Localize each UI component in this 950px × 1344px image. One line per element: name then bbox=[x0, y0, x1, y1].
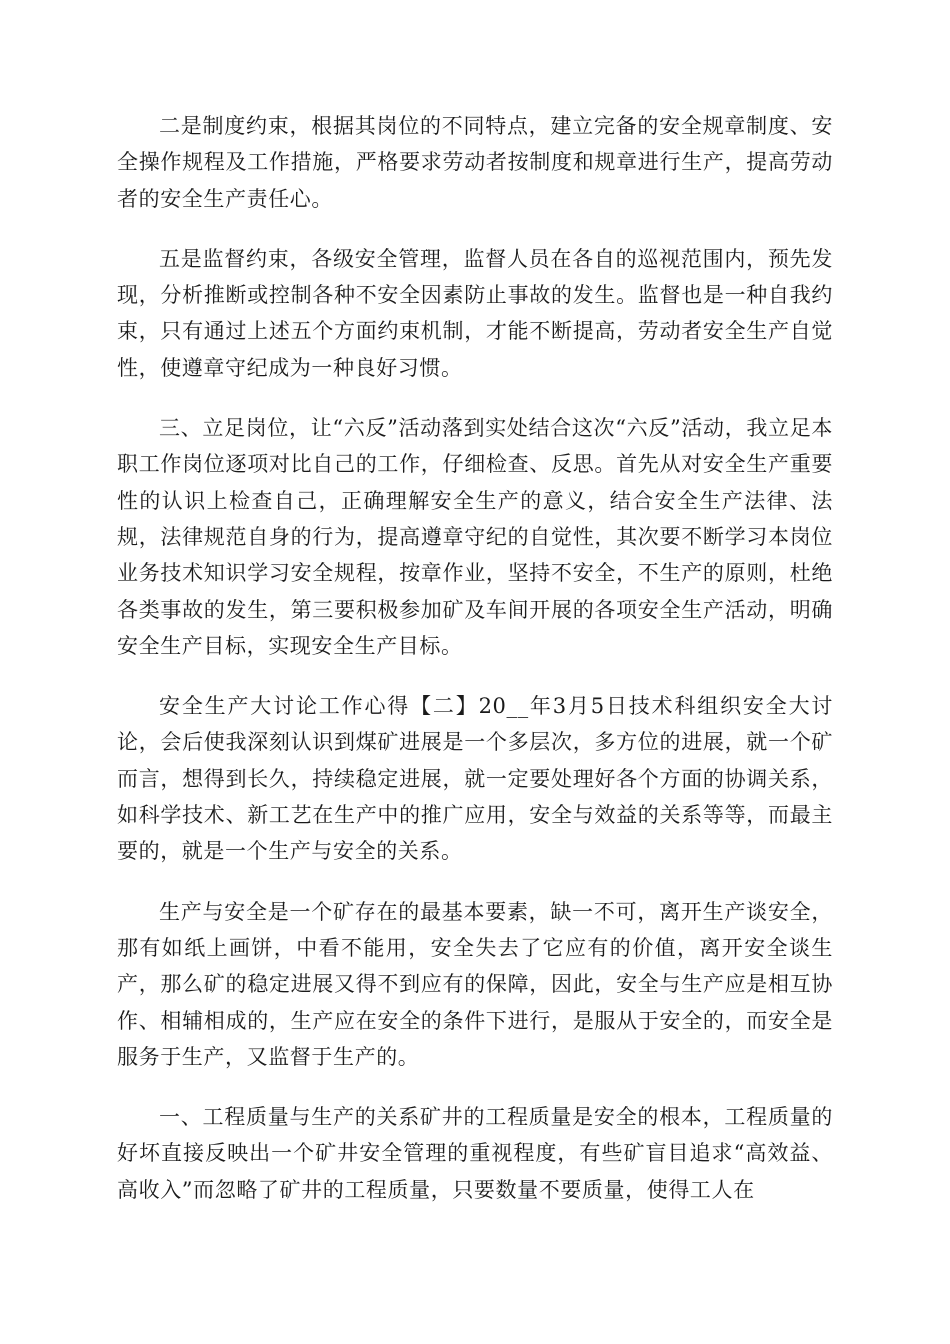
paragraph-stand-on-post: 三、立足岗位，让“六反”活动落到实处结合这次“六反”活动，我立足本职工作岗位逐项对比自己的工作，仔细检查、反思。首先从对安全生产重要性的认识上检查自己，正确理解安全生产的意义，结合安全生产法律、法规，法律规范自身的行为，提高遵章守纪的自觉性，其次要不断学习本岗位业务技术知识学习安全规程，按章作业，坚持不安全，不生产的原则，杜绝各类事故的发生，第三要积极参加矿及车间开展的各项安全生产活动，明确安全生产目标，实现安全生产目标。 bbox=[117, 416, 833, 658]
paragraph-discussion-notes-two: 安全生产大讨论工作心得【二】20__年3月5日技术科组织安全大讨论，会后使我深刻认识到煤矿进展是一个多层次，多方位的进展，就一个矿而言，想得到长久，持续稳定进展，就一定要处理好各个方面的协调关系，如科学技术、新工艺在生产中的推广应用，安全与效益的关系等等，而最主要的，就是一个生产与安全的关系。 bbox=[117, 694, 833, 864]
paragraph-institutional-constraint: 二是制度约束，根据其岗位的不同特点，建立完备的安全规章制度、安全操作规程及工作措施，严格要求劳动者按制度和规章进行生产，提高劳动者的安全生产责任心。 bbox=[117, 114, 833, 211]
paragraph-engineering-quality: 一、工程质量与生产的关系矿井的工程质量是安全的根本，工程质量的好坏直接反映出一个矿井安全管理的重视程度，有些矿盲目追求“高效益、高收入”而忽略了矿井的工程质量，只要数量不要质量，使得工人在 bbox=[117, 1105, 833, 1202]
document-body bbox=[117, 108, 833, 1232]
paragraph-supervision-constraint: 五是监督约束，各级安全管理，监督人员在各自的巡视范围内，预先发现，分析推断或控制各种不安全因素防止事故的发生。监督也是一种自我约束，只有通过上述五个方面约束机制，才能不断提高，劳动者安全生产自觉性，使遵章守纪成为一种良好习惯。 bbox=[117, 246, 833, 380]
paragraph-production-and-safety: 生产与安全是一个矿存在的最基本要素，缺一不可，离开生产谈安全，那有如纸上画饼，中看不能用，安全失去了它应有的价值，离开安全谈生产，那么矿的稳定进展又得不到应有的保障，因此，安全与生产应是相互协作、相辅相成的，生产应在安全的条件下进行，是服从于安全的，而安全是服务于生产，又监督于生产的。 bbox=[117, 899, 833, 1069]
